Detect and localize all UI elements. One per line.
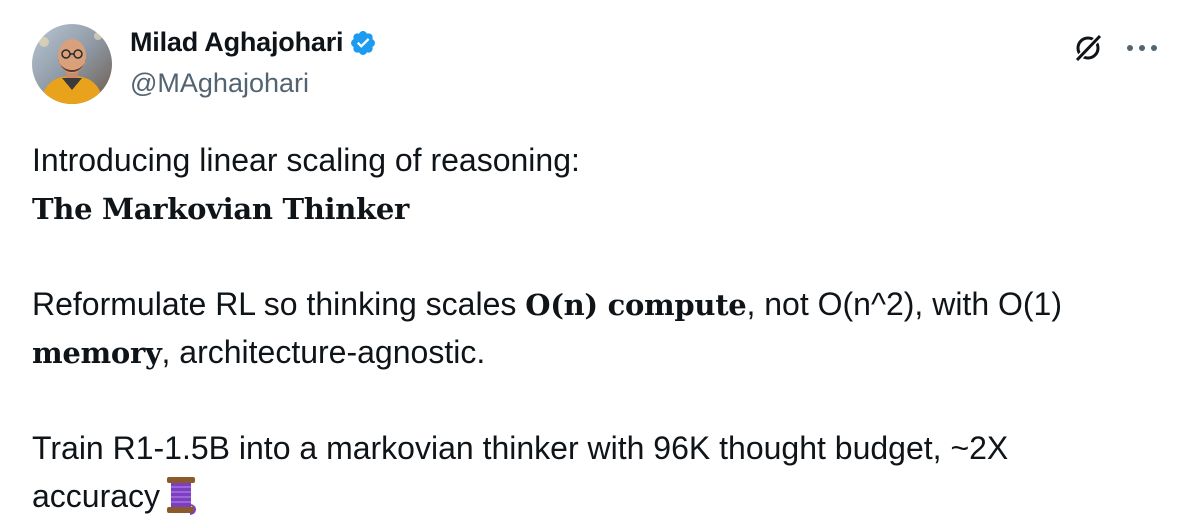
tweet-line (32, 424, 1152, 472)
tweet-line (32, 280, 1152, 328)
avatar-image (32, 24, 112, 104)
avatar[interactable] (32, 24, 112, 104)
more-options-icon (1124, 43, 1160, 53)
paragraph-spacer (32, 232, 1152, 280)
tweet-line (32, 328, 1152, 376)
tweet-text-fragment: Train R1-1.5B into a markovian thinker with 96K thought budget, ~2X (32, 430, 1009, 466)
tweet-line (32, 184, 1152, 232)
more-options-button[interactable] (1120, 28, 1164, 68)
grok-button[interactable] (1068, 28, 1108, 68)
author-name-row (130, 27, 377, 58)
tweet-intro: Introducing linear scaling of reasoning: (32, 142, 580, 178)
thread-spool-emoji-icon (164, 475, 198, 528)
author-handle[interactable]: @MAghajohari (130, 68, 309, 98)
tweet-line (32, 136, 1152, 184)
tweet-text-fragment: Reformulate RL so thinking scales (32, 286, 526, 322)
paragraph-spacer (32, 376, 1152, 424)
tweet-bold-memory: memory (32, 336, 162, 370)
tweet-text (32, 136, 1152, 520)
tweet-bold-compute: O(n) compute (525, 288, 747, 322)
tweet-text-fragment: , not O(n^2), with O(1) (746, 286, 1062, 322)
tweet-text-fragment: , architecture-agnostic. (161, 334, 486, 370)
grok-icon (1071, 31, 1105, 65)
verified-badge-icon[interactable] (349, 29, 377, 57)
tweet-line (32, 472, 1152, 520)
tweet-text-fragment: accuracy (32, 478, 161, 514)
tweet-title-bold: The Markovian Thinker (32, 192, 409, 226)
author-display-name[interactable]: Milad Aghajohari (130, 27, 344, 57)
